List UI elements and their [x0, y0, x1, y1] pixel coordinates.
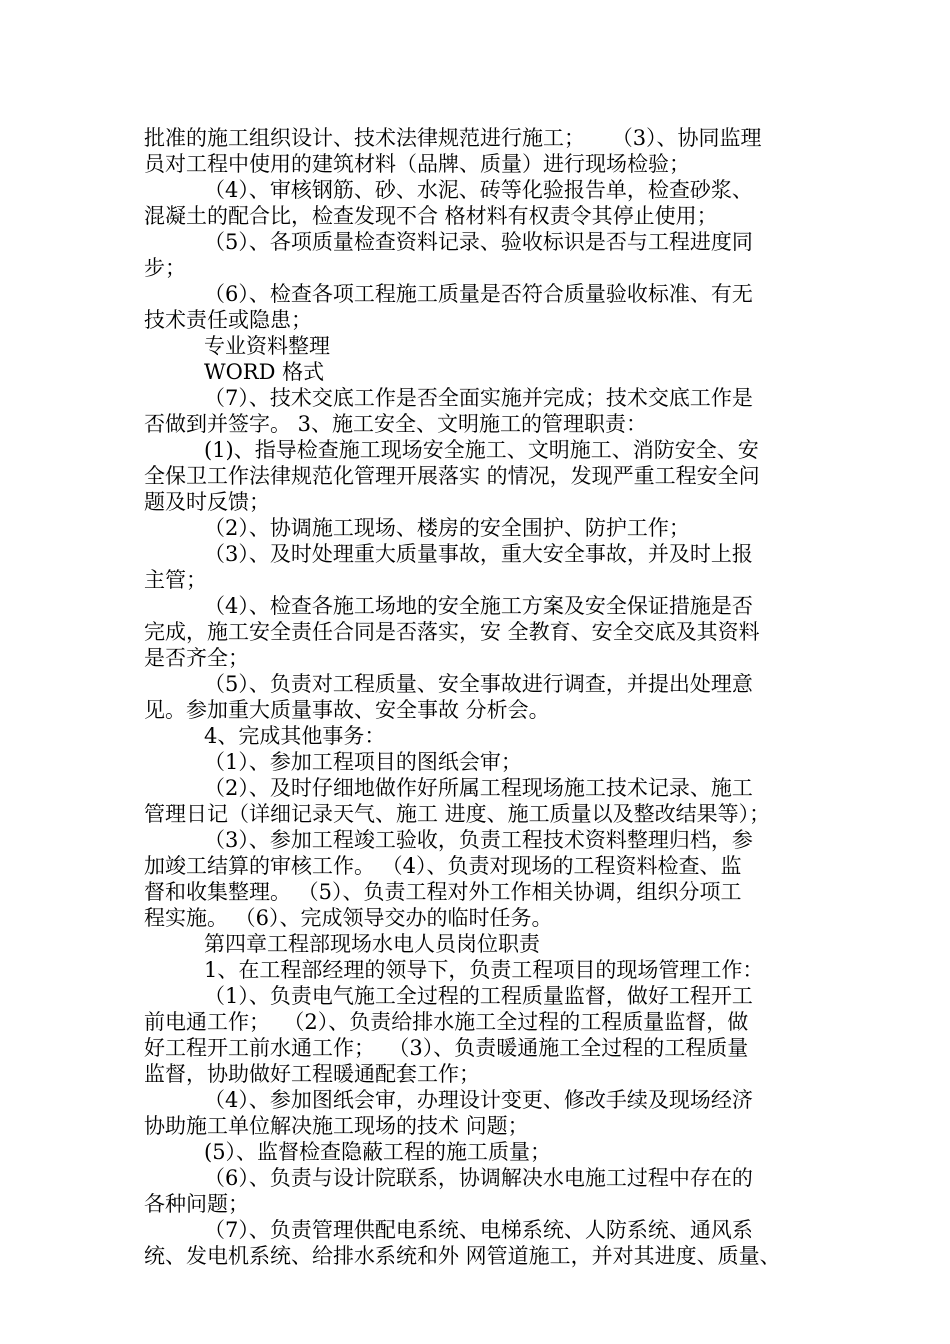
- text-line: 加竣工结算的审核工作。 （4）、负责对现场的工程资料检查、监: [144, 854, 742, 878]
- text-line: （1）、参加工程项目的图纸会审；: [204, 750, 522, 774]
- text-line: 主管；: [144, 568, 207, 592]
- text-line: 前电通工作； （2）、负责给排水施工全过程的工程质量监督，做: [144, 1010, 749, 1034]
- text-line: （4）、审核钢筋、砂、水泥、砖等化验报告单，检查砂浆、: [204, 178, 753, 202]
- text-line: 完成，施工安全责任合同是否落实，安 全教育、安全交底及其资料: [144, 620, 760, 644]
- text-line: 协助施工单位解决施工现场的技术 问题；: [144, 1114, 529, 1138]
- text-line: (5）、监督检查隐蔽工程的施工质量；: [204, 1140, 552, 1164]
- text-line: （7）、技术交底工作是否全面实施并完成；技术交底工作是: [204, 386, 753, 410]
- text-line: 步；: [144, 256, 186, 280]
- text-line: 全保卫工作法律规范化管理开展落实 的情况，发现严重工程安全问: [144, 464, 760, 488]
- text-line: （2）、协调施工现场、楼房的安全围护、防护工作；: [204, 516, 690, 540]
- text-line: （6）、检查各项工程施工质量是否符合质量验收标准、有无: [204, 282, 753, 306]
- text-line: （4）、参加图纸会审，办理设计变更、修改手续及现场经济: [204, 1088, 753, 1112]
- text-line: 第四章工程部现场水电人员岗位职责: [204, 932, 540, 956]
- text-line: 否做到并签字。 3、施工安全、文明施工的管理职责：: [144, 412, 648, 436]
- text-line: 程实施。 （6）、完成领导交办的临时任务。: [144, 906, 553, 930]
- text-line: 各种问题；: [144, 1192, 249, 1216]
- text-line: 见。参加重大质量事故、安全事故 分析会。: [144, 698, 550, 722]
- text-line: （2）、及时仔细地做作好所属工程现场施工技术记录、施工: [204, 776, 753, 800]
- text-line: 管理日记（详细记录天气、施工 进度、施工质量以及整改结果等）；: [144, 802, 771, 826]
- text-line: （3）、参加工程竣工验收，负责工程技术资料整理归档，参: [204, 828, 753, 852]
- text-line: 4、完成其他事务：: [204, 724, 386, 748]
- text-line: （1）、负责电气施工全过程的工程质量监督，做好工程开工: [204, 984, 753, 1008]
- text-line: WORD 格式: [204, 360, 325, 384]
- text-line: 监督，协助做好工程暖通配套工作；: [144, 1062, 480, 1086]
- text-line: 1、在工程部经理的领导下，负责工程项目的现场管理工作：: [204, 958, 764, 982]
- text-line: （4）、检查各施工场地的安全施工方案及安全保证措施是否: [204, 594, 753, 618]
- text-line: 督和收集整理。 （5）、负责工程对外工作相关协调，组织分项工: [144, 880, 742, 904]
- text-line: 专业资料整理: [204, 334, 330, 358]
- text-line: (1)、指导检查施工现场安全施工、文明施工、消防安全、安: [204, 438, 759, 462]
- text-line: 是否齐全；: [144, 646, 249, 670]
- text-line: （5）、各项质量检查资料记录、验收标识是否与工程进度同: [204, 230, 753, 254]
- text-line: （3）、及时处理重大质量事故，重大安全事故，并及时上报: [204, 542, 753, 566]
- text-line: （7）、负责管理供配电系统、电梯系统、人防系统、通风系: [204, 1218, 753, 1242]
- text-line: 好工程开工前水通工作； （3）、负责暖通施工全过程的工程质量: [144, 1036, 749, 1060]
- text-line: 员对工程中使用的建筑材料（品牌、质量）进行现场检验；: [144, 152, 690, 176]
- text-line: 混凝土的配合比，检查发现不合 格材料有权责令其停止使用；: [144, 204, 718, 228]
- text-line: 批准的施工组织设计、技术法律规范进行施工； （3）、协同监理: [144, 126, 762, 150]
- text-line: 题及时反馈；: [144, 490, 270, 514]
- text-line: 技术责任或隐患；: [144, 308, 312, 332]
- text-line: （6）、负责与设计院联系，协调解决水电施工过程中存在的: [204, 1166, 753, 1190]
- text-line: 统、发电机系统、给排水系统和外 网管道施工，并对其进度、质量、: [144, 1244, 781, 1268]
- text-line: （5）、负责对工程质量、安全事故进行调查，并提出处理意: [204, 672, 753, 696]
